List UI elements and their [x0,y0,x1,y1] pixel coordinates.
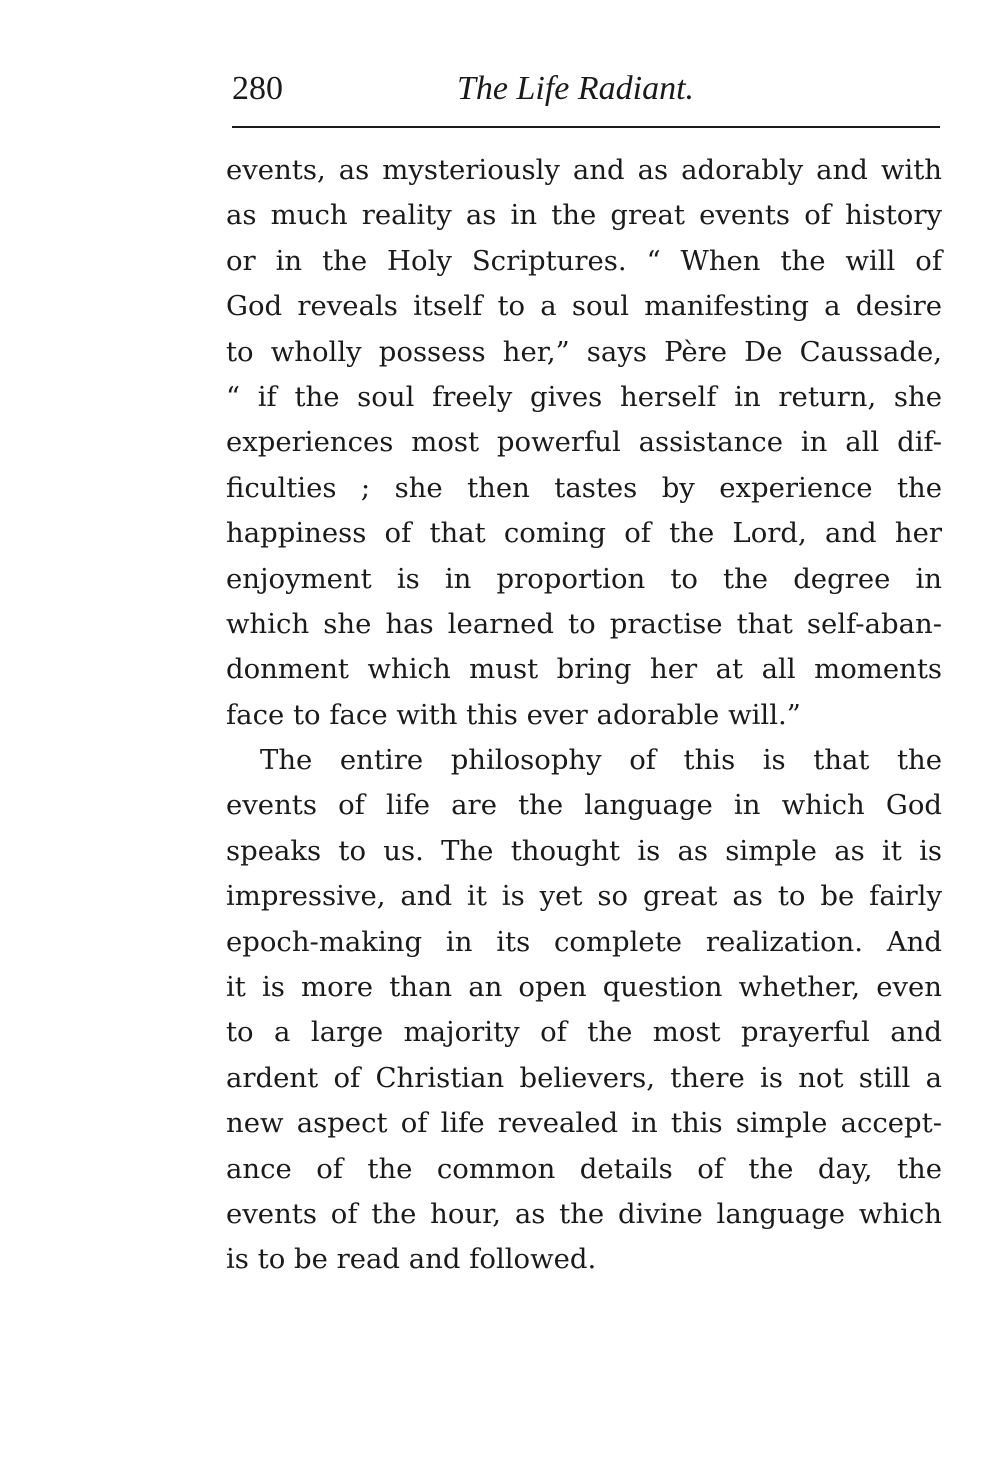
text-line: epoch-making in its complete realization. And [226,925,942,958]
text-line: or in the Holy Scriptures. “ When the will of [226,244,942,277]
text-line: which she has learned to practise that self-aban- [226,607,942,640]
text-line: events of the hour, as the divine language which [226,1197,942,1230]
body-text [226,148,942,1283]
text-line: ficulties ; she then tastes by experience the [226,471,942,504]
text-line: events, as mysteriously and as adorably and with [226,154,942,186]
text-line: new aspect of life revealed in this simple accept- [226,1107,942,1140]
text-line: happiness of that coming of the Lord, and her [226,517,942,550]
text-line: ardent of Christian believers, there is not still a [226,1061,942,1094]
text-line: it is more than an open question whether, even [226,971,942,1004]
text-line: The entire philosophy of this is that the [260,744,942,777]
text-line: impressive, and it is yet so great as to be fairly [226,880,942,913]
text-line: face to face with this ever adorable will.” [226,698,801,731]
text-line: as much reality as in the great events of history [226,199,942,232]
text-line: experiences most powerful assistance in all dif- [226,426,942,459]
text-line: is to be read and followed. [226,1243,597,1276]
text-line: ance of the common details of the day, the [226,1152,942,1185]
page-header [232,64,940,114]
text-line: to a large majority of the most prayerful and [226,1016,942,1049]
text-line: God reveals itself to a soul manifesting a desire [226,290,942,323]
text-line: speaks to us. The thought is as simple as it is [226,834,942,867]
paragraph-1 [226,148,942,738]
text-line: “ if the soul freely gives herself in return, she [226,380,942,413]
text-line: to wholly possess her,” says Père De Caussade, [226,335,942,368]
page-number: 280 [232,70,283,107]
header-rule [232,126,940,128]
running-title: The Life Radiant. [457,70,695,107]
text-line: enjoyment is in proportion to the degree in [226,562,942,595]
text-line: donment which must bring her at all moments [226,653,942,686]
paragraph-2 [226,738,942,1283]
text-line: events of life are the language in which God [226,789,942,822]
